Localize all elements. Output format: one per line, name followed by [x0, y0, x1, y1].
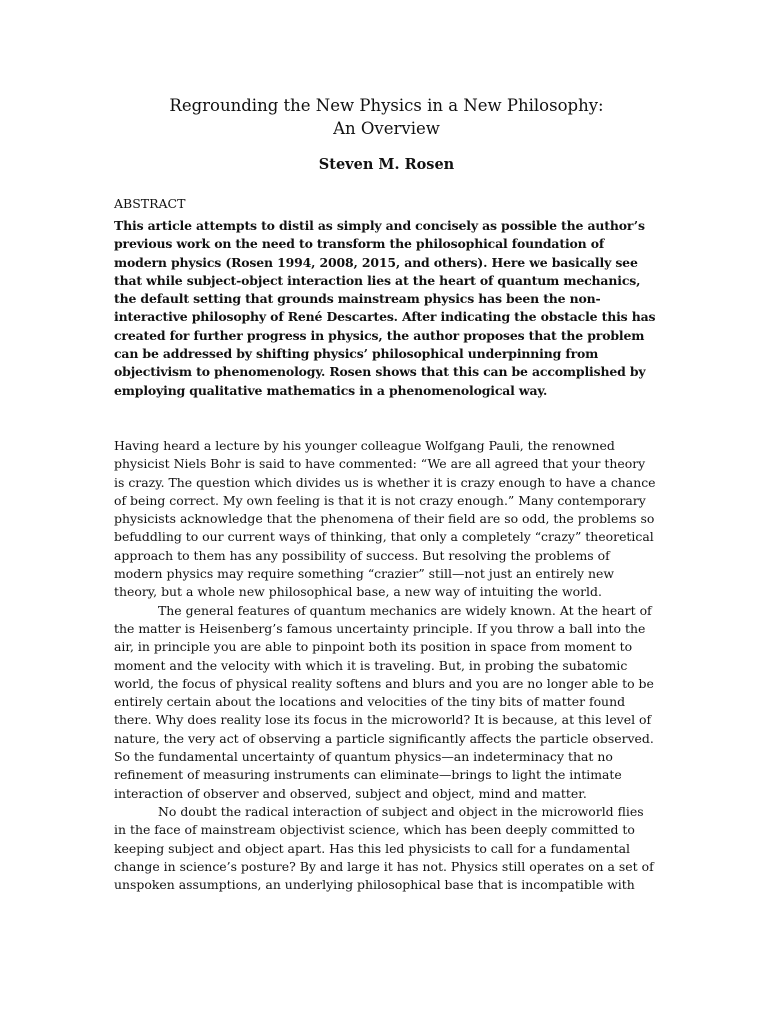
body-paragraph: No doubt the radical interaction of subject and object in the microworld flies in the face of mainstream objectivist science, which has been deeply committed to keeping subject and object apart. Has this led physicists to call for a fundamental change in science’s posture? By and large it has not. Physics still operates on a set of unspoken assumptions, an underlying philosophical base that is incompatible with	[114, 803, 654, 893]
title-line-2: An Overview	[333, 119, 440, 138]
title-line-1: Regrounding the New Physics in a New Philosophy:	[169, 96, 604, 115]
body-text	[114, 437, 659, 894]
body-paragraph: The general features of quantum mechanics are widely known. At the heart of the matter is Heisenberg’s famous uncertainty principle. If you throw a ball into the air, in principle you are able to pinpoint both its position in space from moment to moment and the velocity with which it is traveling. But, in probing the subatomic world, the focus of physical reality softens and blurs and you are no longer able to be entirely certain about the locations and velocities of the tiny bits of matter found there. Why does reality lose its focus in the microworld? It is because, at this level of nature, the very act of observing a particle significantly affects the particle observed. So the fundamental uncertainty of quantum physics—an indeterminacy that no refinement of measuring instruments can eliminate—brings to light the intimate interaction of observer and observed, subject and object, mind and matter.	[114, 602, 654, 801]
document-page	[114, 94, 659, 894]
document-title	[114, 94, 659, 140]
body-paragraph: Having heard a lecture by his younger colleague Wolfgang Pauli, the renowned physicist Niels Bohr is said to have commented: “We are all agreed that your theory is crazy. The question which divides us is whether it is crazy enough to have a chance of being correct. My own feeling is that it is not crazy enough.” Many contemporary physicists acknowledge that the phenomena of their field are so odd, the problems so befuddling to our current ways of thinking, that only a completely “crazy” theoretical approach to them has any possibility of success. But resolving the problems of modern physics may require something “crazier” still—not just an entirely new theory, but a whole new philosophical base, a new way of intuiting the world.	[114, 437, 656, 600]
abstract-text: This article attempts to distil as simply and concisely as possible the author’s previous work on the need to transform the philosophical foundation of modern physics (Rosen 1994, 2008, 2015, and others). Here we basically see that while subject-object interaction lies at the heart of quantum mechanics, the default setting that grounds mainstream physics has been the non-interactive philosophy of René Descartes. After indicating the obstacle this has created for further progress in physics, the author proposes that the problem can be addressed by shifting physics’ philosophical underpinning from objectivism to phenomenology. Rosen shows that this can be accomplished by employing qualitative mathematics in a phenomenological way.	[114, 218, 656, 398]
author-name: Steven M. Rosen	[318, 156, 455, 173]
abstract-heading: ABSTRACT	[114, 196, 186, 211]
